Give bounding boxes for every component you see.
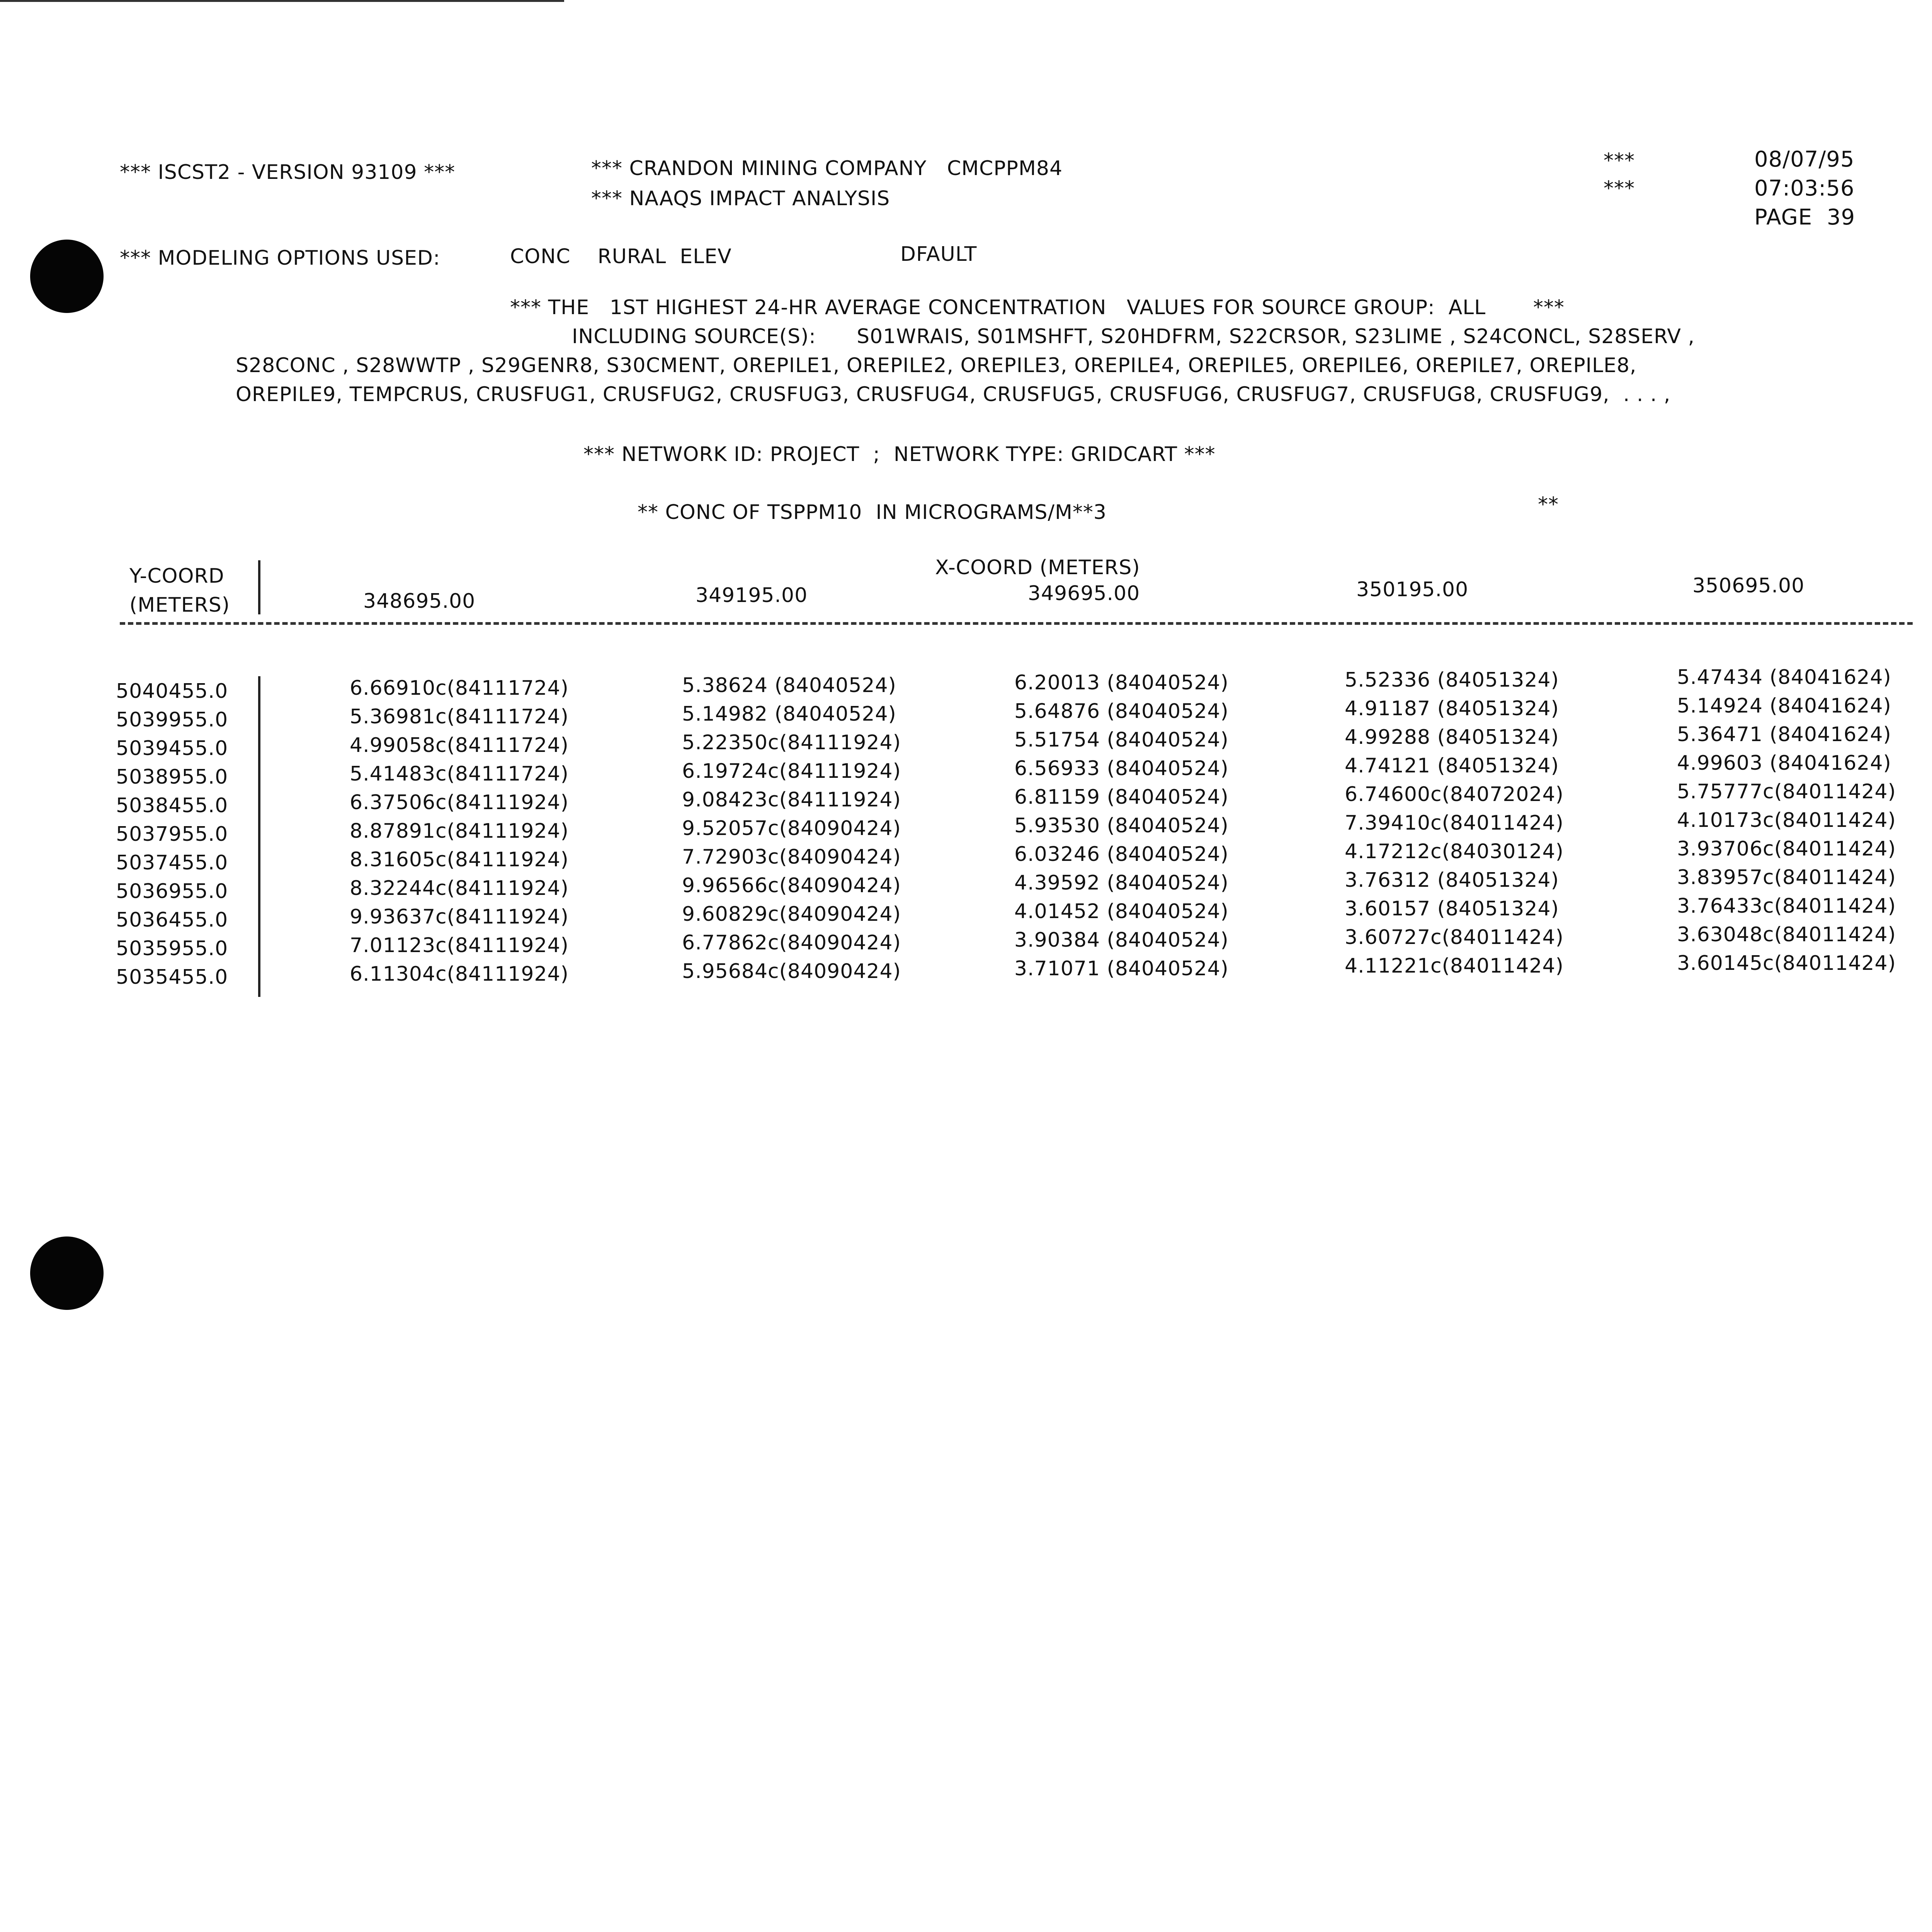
header-stars-2: ***: [1604, 177, 1635, 200]
y-coord-value: 5039455.0: [116, 737, 228, 760]
concentration-cell: 3.63048c(84011424): [1677, 923, 1896, 946]
header-divider: [258, 560, 260, 614]
y-coord-value: 5039955.0: [116, 708, 228, 731]
company-name: *** CRANDON MINING COMPANY CMCPPM84: [591, 157, 1063, 180]
concentration-cell: 5.36981c(84111724): [350, 705, 569, 728]
concentration-cell: 3.93706c(84011424): [1677, 837, 1896, 861]
y-coord-value: 5038455.0: [116, 794, 228, 817]
concentration-cell: 6.77862c(84090424): [682, 931, 901, 954]
concentration-label: ** CONC OF TSPPM10 IN MICROGRAMS/M**3: [638, 501, 1107, 524]
y-coord-value: 5036955.0: [116, 880, 228, 903]
concentration-cell: 4.91187 (84051324): [1345, 697, 1559, 720]
concentration-cell: 3.83957c(84011424): [1677, 866, 1896, 889]
concentration-cell: 9.60829c(84090424): [682, 903, 901, 926]
y-coord-header: Y-COORD: [129, 565, 224, 588]
concentration-cell: 6.66910c(84111724): [350, 677, 569, 700]
concentration-cell: 3.76433c(84011424): [1677, 895, 1896, 918]
y-coord-value: 5038955.0: [116, 765, 228, 789]
concentration-cell: 7.72903c(84090424): [682, 845, 901, 869]
concentration-cell: 9.93637c(84111924): [350, 905, 569, 929]
concentration-cell: 4.11221c(84011424): [1345, 954, 1564, 978]
concentration-cell: 3.71071 (84040524): [1014, 957, 1229, 980]
concentration-cell: 5.64876 (84040524): [1014, 700, 1229, 723]
y-coord-value: 5035455.0: [116, 966, 228, 989]
concentration-cell: 4.17212c(84030124): [1345, 840, 1564, 863]
concentration-cell: 4.99288 (84051324): [1345, 726, 1559, 749]
title-line-2: INCLUDING SOURCE(S): S01WRAIS, S01MSHFT, S20HDFRM, S22CRSOR, S23LIME , S24CONCL, S28SERV ,: [572, 325, 1695, 348]
concentration-cell: 6.20013 (84040524): [1014, 671, 1229, 694]
modeling-options-label: *** MODELING OPTIONS USED:: [120, 247, 440, 270]
concentration-cell: 5.38624 (84040524): [682, 674, 896, 697]
concentration-cell: 5.14924 (84041624): [1677, 694, 1891, 718]
page-number: PAGE 39: [1754, 205, 1855, 230]
concentration-cell: 5.41483c(84111724): [350, 762, 569, 786]
concentration-cell: 4.99058c(84111724): [350, 734, 569, 757]
concentration-cell: 4.39592 (84040524): [1014, 871, 1229, 895]
concentration-cell: 5.93530 (84040524): [1014, 814, 1229, 837]
concentration-cell: 5.51754 (84040524): [1014, 728, 1229, 752]
report-time: 07:03:56: [1754, 176, 1855, 201]
concentration-cell: 5.75777c(84011424): [1677, 780, 1896, 803]
concentration-cell: 3.60157 (84051324): [1345, 897, 1559, 920]
concentration-cell: 6.03246 (84040524): [1014, 843, 1229, 866]
body-divider: [258, 676, 260, 997]
concentration-cell: 7.39410c(84011424): [1345, 811, 1564, 835]
concentration-cell: 9.52057c(84090424): [682, 817, 901, 840]
concentration-cell: 3.60145c(84011424): [1677, 952, 1896, 975]
concentration-cell: 6.74600c(84072024): [1345, 783, 1564, 806]
concentration-cell: 6.81159 (84040524): [1014, 786, 1229, 809]
concentration-cell: 4.01452 (84040524): [1014, 900, 1229, 923]
modeling-options-values: CONC RURAL ELEV: [510, 245, 732, 268]
concentration-cell: 5.14982 (84040524): [682, 702, 896, 726]
header-stars-1: ***: [1604, 149, 1635, 172]
concentration-cell: 8.31605c(84111924): [350, 848, 569, 871]
network-info: *** NETWORK ID: PROJECT ; NETWORK TYPE: GRIDCART ***: [583, 443, 1216, 466]
punch-hole-top: [30, 240, 104, 313]
x-coord-header: X-COORD (METERS): [935, 556, 1140, 579]
concentration-cell: 8.87891c(84111924): [350, 820, 569, 843]
title-line-3: S28CONC , S28WWTP , S29GENR8, S30CMENT, OREPILE1, OREPILE2, OREPILE3, OREPILE4, OREPILE5, OREPILE6, OREPILE7, OREPILE8,: [236, 354, 1637, 377]
header-dashed-rule: [120, 622, 1913, 625]
y-coord-value: 5035955.0: [116, 937, 228, 960]
concentration-cell: 3.60727c(84011424): [1345, 926, 1564, 949]
concentration-cell: 9.96566c(84090424): [682, 874, 901, 897]
concentration-cell: 6.11304c(84111924): [350, 963, 569, 986]
concentration-cell: 6.56933 (84040524): [1014, 757, 1229, 780]
concentration-cell: 4.99603 (84041624): [1677, 752, 1891, 775]
title-line-4: OREPILE9, TEMPCRUS, CRUSFUG1, CRUSFUG2, CRUSFUG3, CRUSFUG4, CRUSFUG5, CRUSFUG6, CRUSFUG7, CRUSFUG8, CRUSFUG9, . . . ,: [236, 383, 1671, 406]
punch-hole-middle: [30, 1236, 104, 1310]
y-coord-value: 5037955.0: [116, 823, 228, 846]
concentration-cell: 6.37506c(84111924): [350, 791, 569, 814]
concentration-cell: 3.76312 (84051324): [1345, 869, 1559, 892]
column-header: 349695.00: [1028, 582, 1140, 605]
concentration-cell: 5.52336 (84051324): [1345, 668, 1559, 692]
y-coord-value: 5040455.0: [116, 680, 228, 703]
column-header: 349195.00: [696, 584, 808, 607]
concentration-cell: 4.10173c(84011424): [1677, 809, 1896, 832]
concentration-cell: 5.95684c(84090424): [682, 960, 901, 983]
column-header: 348695.00: [363, 590, 476, 613]
concentration-cell: 5.22350c(84111924): [682, 731, 901, 754]
concentration-cell: 5.47434 (84041624): [1677, 666, 1891, 689]
modeling-options-dfault: DFAULT: [900, 243, 977, 266]
report-date: 08/07/95: [1754, 147, 1855, 172]
concentration-stars: **: [1538, 493, 1559, 516]
concentration-cell: 9.08423c(84111924): [682, 788, 901, 811]
concentration-cell: 3.90384 (84040524): [1014, 929, 1229, 952]
program-version: *** ISCST2 - VERSION 93109 ***: [120, 161, 456, 184]
concentration-cell: 5.36471 (84041624): [1677, 723, 1891, 746]
y-coord-value: 5036455.0: [116, 908, 228, 932]
analysis-title: *** NAAQS IMPACT ANALYSIS: [591, 187, 890, 210]
concentration-cell: 4.74121 (84051324): [1345, 754, 1559, 777]
top-rule: [0, 0, 564, 2]
y-coord-value: 5037455.0: [116, 851, 228, 874]
title-line-1: *** THE 1ST HIGHEST 24-HR AVERAGE CONCENTRATION VALUES FOR SOURCE GROUP: ALL ***: [510, 296, 1565, 319]
concentration-cell: 6.19724c(84111924): [682, 760, 901, 783]
column-header: 350695.00: [1692, 574, 1805, 597]
column-header: 350195.00: [1356, 578, 1469, 601]
y-meters-header: (METERS): [129, 594, 230, 617]
concentration-cell: 7.01123c(84111924): [350, 934, 569, 957]
concentration-cell: 8.32244c(84111924): [350, 877, 569, 900]
